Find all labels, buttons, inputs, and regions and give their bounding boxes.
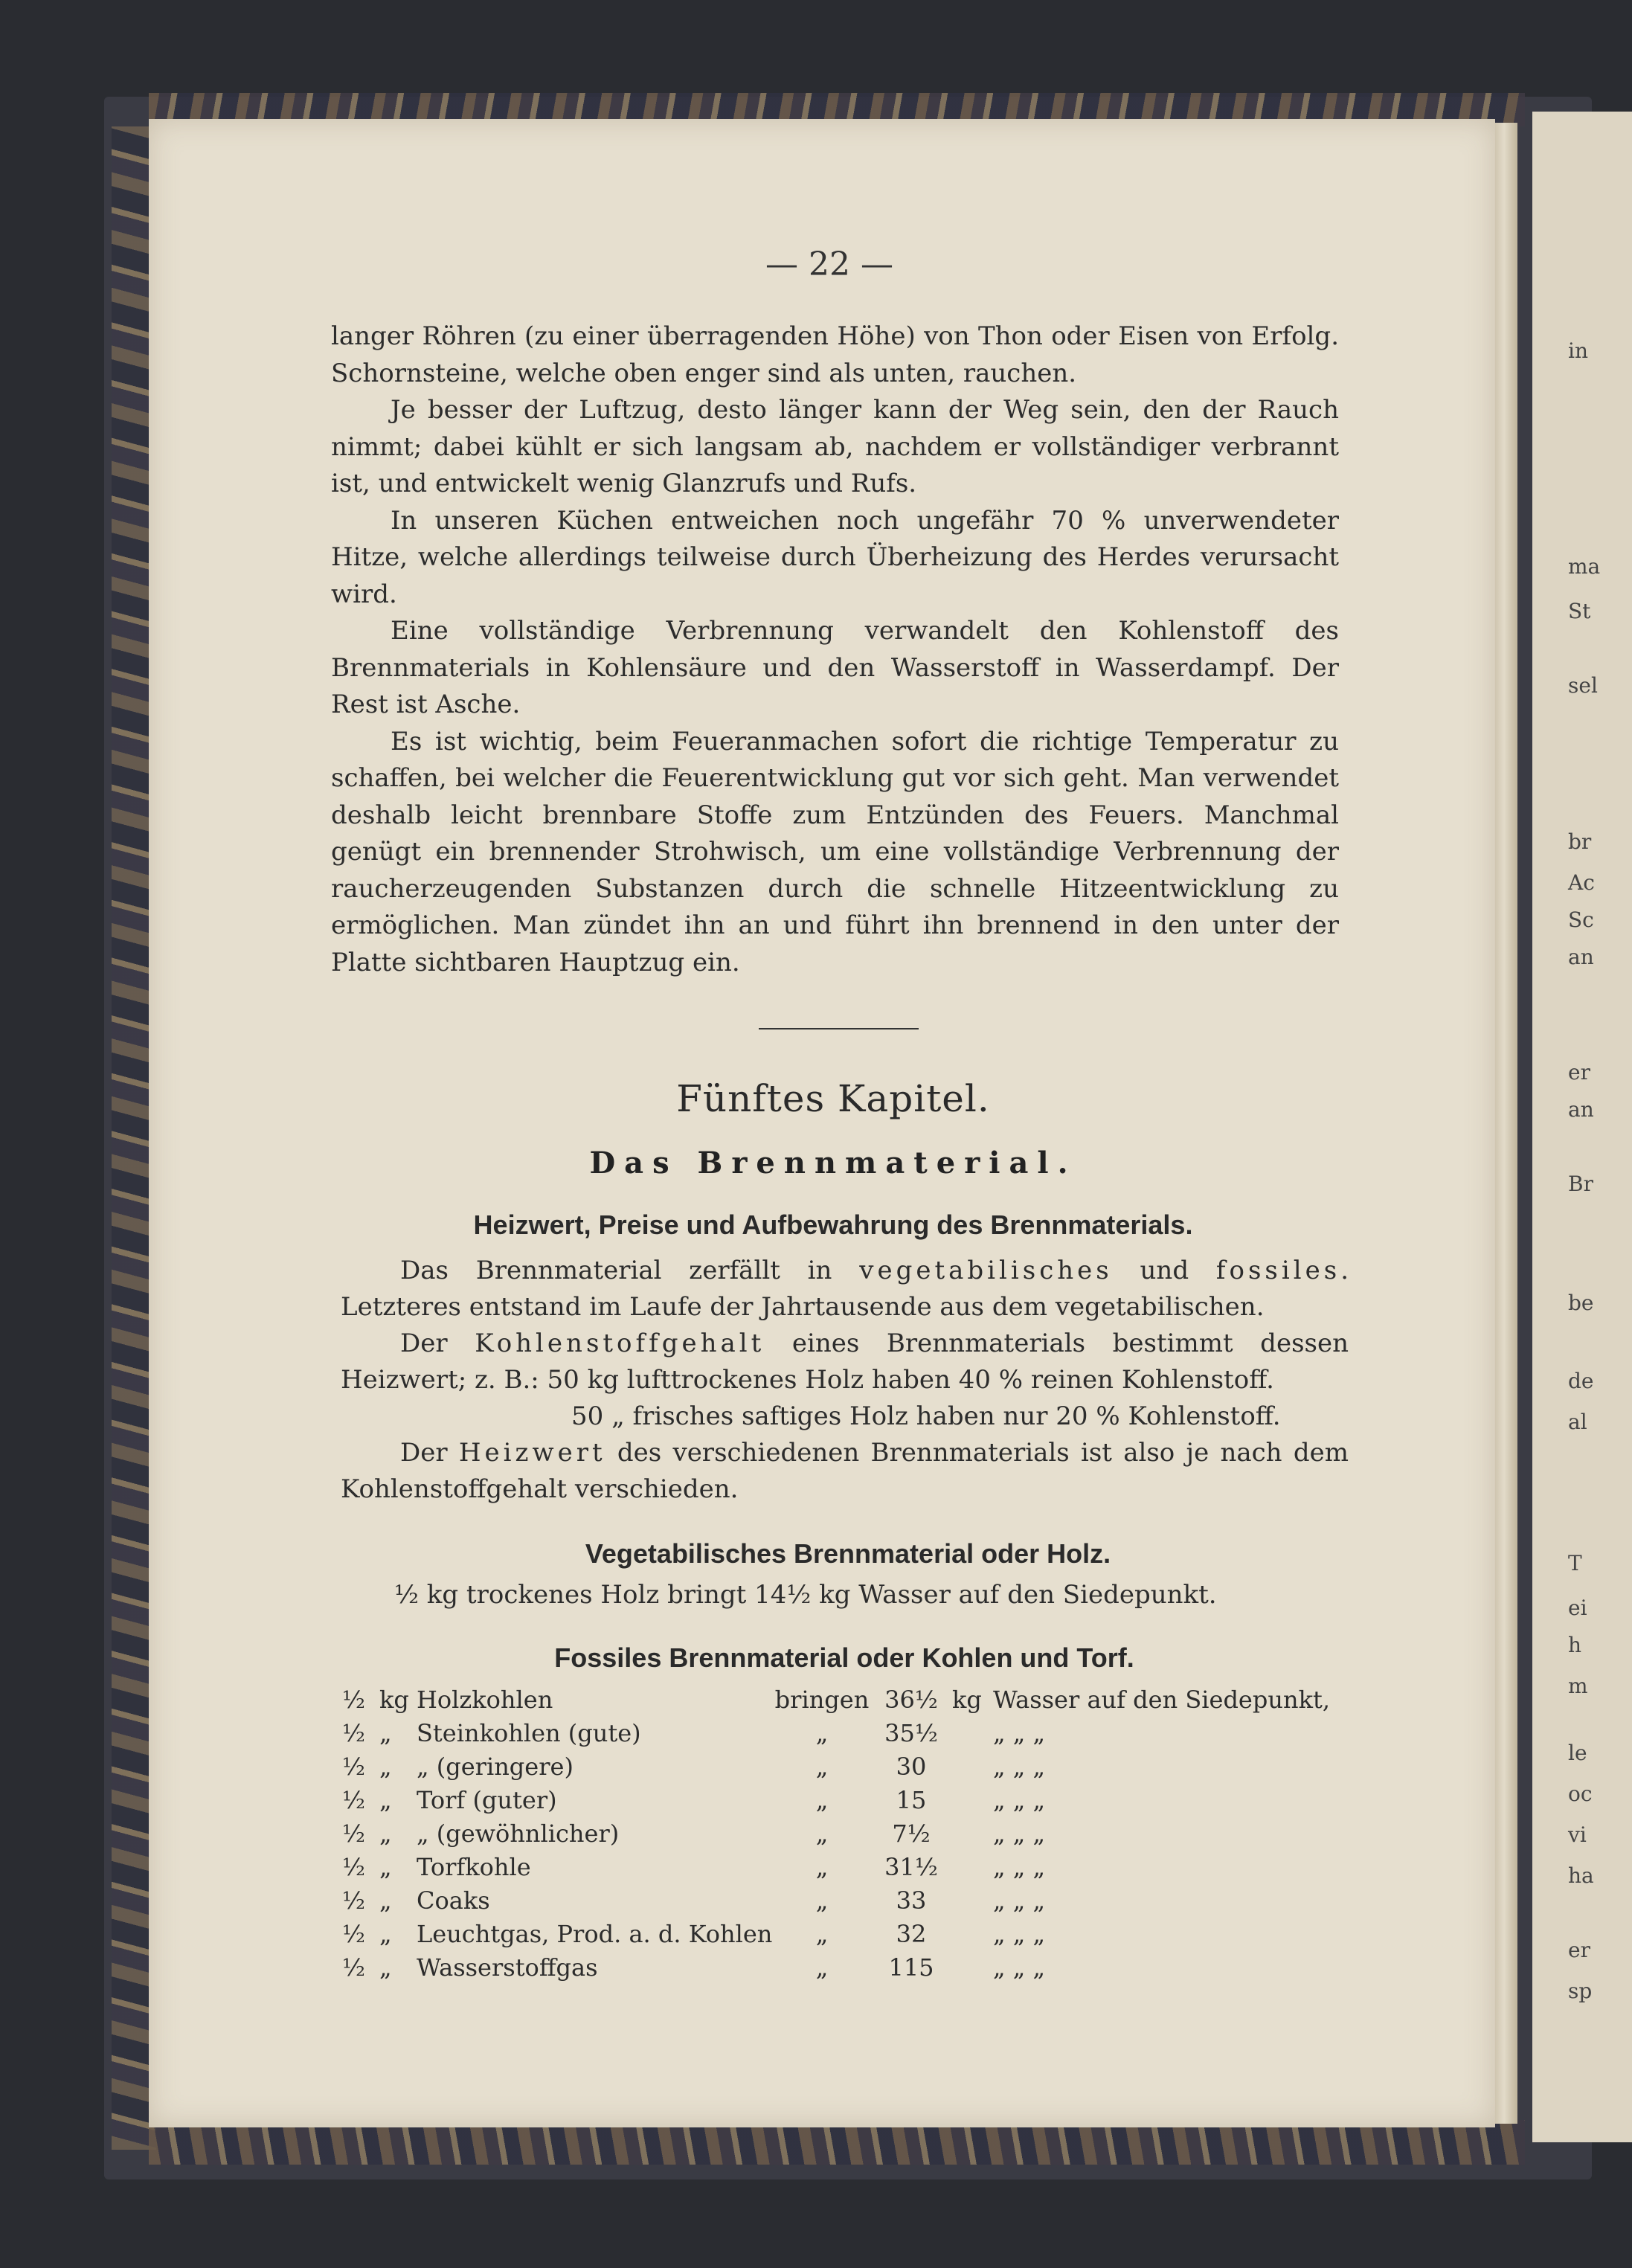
table-cell-verb: „	[815, 1886, 829, 1915]
margin-fragment: sel	[1568, 673, 1598, 698]
table-cell-name: „ (geringere)	[417, 1752, 574, 1781]
margin-fragment: Br	[1568, 1172, 1593, 1196]
table-cell-amount: 115	[888, 1953, 934, 1982]
table-cell-name: Wasserstoffgas	[417, 1953, 598, 1982]
paragraph: In unseren Küchen entweichen noch ungefähr 70 % unverwendeter Hitze, welche allerdings teilweise durch Überheizung des Herdes verursacht wird.	[331, 505, 1339, 609]
table-cell-rest: „ „ „	[993, 1819, 1046, 1848]
table-cell-verb: bringen	[774, 1685, 870, 1714]
table-cell-frac: ½	[342, 1685, 366, 1714]
table-row	[342, 1850, 1361, 1883]
text-span: Der	[400, 1329, 475, 1358]
subheading-heating-value: Heizwert, Preise und Aufbewahrung des Brennmaterials.	[473, 1210, 1193, 1240]
table-cell-name: Torfkohle	[417, 1852, 531, 1881]
table-row	[342, 1750, 1361, 1783]
body-text	[331, 318, 1339, 981]
spaced-term: Kohlenstoffgehalt	[475, 1329, 765, 1358]
text-span: . Letzteres entstand im Laufe der Jahrtausende aus dem vegetabilischen.	[341, 1256, 1349, 1322]
table-cell-unit: kg	[379, 1685, 409, 1714]
margin-fragment: T	[1568, 1551, 1582, 1575]
table-cell-frac: ½	[342, 1886, 366, 1915]
paragraph: Eine vollständige Verbrennung verwandelt den Kohlenstoff des Brennmaterials in Kohlensäure und den Wasserstoff in Wasserdampf. Der Rest ist Asche.	[331, 616, 1339, 719]
table-row	[342, 1816, 1361, 1850]
table-cell-unit: „	[379, 1852, 392, 1881]
table-row	[342, 1917, 1361, 1950]
table-cell-frac: ½	[342, 1852, 366, 1881]
paragraph: Je besser der Luftzug, desto länger kann der Weg sein, den der Rauch nimmt; dabei kühlt er sich langsam ab, nachdem er vollständiger verbrannt ist, und entwickelt wenig Glanzrufs und Rufs.	[331, 395, 1339, 498]
table-cell-verb: „	[815, 1852, 829, 1881]
table-cell-unit: „	[379, 1752, 392, 1781]
table-cell-rest: „ „ „	[993, 1919, 1046, 1948]
paragraph	[341, 1253, 1349, 1326]
table-cell-rest: „ „ „	[993, 1752, 1046, 1781]
table-cell-rest: „ „ „	[993, 1953, 1046, 1982]
table-cell-rest: „ „ „	[993, 1785, 1046, 1814]
margin-fragment: an	[1568, 1097, 1594, 1122]
table-cell-frac: ½	[342, 1819, 366, 1848]
table-cell-amount: 32	[896, 1919, 927, 1948]
table-cell-kg	[952, 1917, 993, 1950]
table-cell-frac: ½	[342, 1785, 366, 1814]
table-cell-unit: „	[379, 1718, 392, 1747]
margin-fragment: er	[1568, 1938, 1590, 1962]
table-cell-kg	[952, 1783, 993, 1816]
table-cell-kg	[952, 1850, 993, 1883]
margin-fragment: an	[1568, 945, 1594, 969]
margin-fragment: oc	[1568, 1782, 1593, 1806]
table-cell-unit: „	[379, 1953, 392, 1982]
table-cell-rest: „ „ „	[993, 1852, 1046, 1881]
margin-fragment: le	[1568, 1741, 1587, 1765]
table-cell-rest: Wasser auf den Siedepunkt,	[993, 1685, 1330, 1714]
margin-fragment: ma	[1568, 554, 1601, 579]
table-cell-kg	[952, 1750, 993, 1783]
table-row	[342, 1950, 1361, 1984]
table-cell-rest: „ „ „	[993, 1886, 1046, 1915]
spaced-term: vegetabilisches	[859, 1256, 1113, 1285]
text-span: Das Brennmaterial zerfällt in	[400, 1256, 860, 1285]
table-cell-verb: „	[815, 1785, 829, 1814]
table-cell-verb: „	[815, 1752, 829, 1781]
table-cell-amount: 7½	[892, 1819, 931, 1848]
table-cell-verb: „	[815, 1953, 829, 1982]
table-cell-name: Steinkohlen (gute)	[417, 1718, 641, 1747]
wood-fact-line: ½ kg trockenes Holz bringt 14½ kg Wasser auf den Siedepunkt.	[394, 1580, 1217, 1610]
paragraph	[341, 1326, 1349, 1398]
table-cell-kg: kg	[952, 1685, 982, 1714]
section-text	[341, 1253, 1349, 1508]
table-cell-unit: „	[379, 1819, 392, 1848]
table-cell-amount: 33	[896, 1886, 927, 1915]
table-cell-unit: „	[379, 1919, 392, 1948]
margin-fragment: St	[1568, 599, 1591, 623]
table-row	[342, 1683, 1361, 1716]
table-row	[342, 1716, 1361, 1750]
margin-fragment: h	[1568, 1633, 1582, 1657]
paragraph: Es ist wichtig, beim Feueranmachen sofort die richtige Temperatur zu schaffen, bei welcher die Feuerentwicklung gut vor sich geht. Man verwendet deshalb leicht brennbare Stoffe zum Entzünden des Feuers. Manchmal genügt ein brennender Strohwisch, um eine vollständige Verbrennung der raucherzeugenden Substanzen durch die schnelle Hitzeentwicklung zu ermöglichen. Man zündet ihn an und führt ihn brennend in den unter der Platte sichtbaren Hauptzug ein.	[331, 726, 1339, 977]
table-row	[342, 1783, 1361, 1816]
paragraph: langer Röhren (zu einer überragenden Höhe) von Thon oder Eisen von Erfolg. Schornsteine, welche oben enger sind als unten, rauchen.	[331, 321, 1339, 388]
page-gutter	[1495, 123, 1517, 2124]
table-cell-verb: „	[815, 1819, 829, 1848]
spaced-term: Heizwert	[458, 1438, 606, 1468]
paragraph: 50 „ frisches saftiges Holz haben nur 20 % Kohlenstoff.	[571, 1401, 1281, 1431]
table-cell-amount: 15	[896, 1785, 927, 1814]
table-cell-amount: 35½	[884, 1718, 938, 1747]
margin-fragment: be	[1568, 1291, 1594, 1315]
margin-fragment: sp	[1568, 1979, 1593, 2003]
spaced-term: fossiles	[1215, 1256, 1341, 1285]
text-span: und	[1112, 1256, 1216, 1285]
table-cell-name: Holzkohlen	[417, 1685, 553, 1714]
margin-fragment: vi	[1568, 1822, 1587, 1847]
margin-fragment: de	[1568, 1369, 1594, 1393]
table-cell-kg	[952, 1950, 993, 1984]
margin-fragment: br	[1568, 829, 1592, 854]
page-number: — 22 —	[765, 245, 893, 283]
table-cell-name: „ (gewöhnlicher)	[417, 1819, 620, 1848]
margin-fragment: Ac	[1568, 870, 1595, 895]
section-title: Das Brennmaterial.	[589, 1146, 1077, 1180]
margin-fragment: er	[1568, 1060, 1590, 1085]
table-cell-name: Coaks	[417, 1886, 490, 1915]
section-divider	[759, 1028, 919, 1029]
text-span: Der	[400, 1438, 459, 1468]
margin-fragment: ha	[1568, 1863, 1594, 1888]
text-span: des verschiedenen Brennmaterials ist also je nach dem Kohlenstoffgehalt verschieden.	[341, 1438, 1349, 1504]
margin-fragment: ei	[1568, 1596, 1587, 1620]
table-cell-kg	[952, 1883, 993, 1917]
table-cell-amount: 30	[896, 1752, 927, 1781]
margin-fragment: m	[1568, 1674, 1588, 1698]
subheading-fossil: Fossiles Brennmaterial oder Kohlen und Torf.	[554, 1642, 1134, 1673]
table-cell-amount: 31½	[884, 1852, 938, 1881]
table-cell-frac: ½	[342, 1919, 366, 1948]
table-cell-frac: ½	[342, 1752, 366, 1781]
table-cell-verb: „	[815, 1718, 829, 1747]
subheading-wood: Vegetabilisches Brennmaterial oder Holz.	[585, 1538, 1111, 1569]
text-span: eines Brennmaterials bestimmt dessen Heizwert; z. B.: 50 kg lufttrockenes Holz haben 40 % reinen Kohlenstoff.	[341, 1329, 1349, 1395]
table-row	[342, 1883, 1361, 1917]
margin-fragment: Sc	[1568, 907, 1594, 932]
table-cell-unit: „	[379, 1886, 392, 1915]
table-cell-verb: „	[815, 1919, 829, 1948]
table-cell-name: Leuchtgas, Prod. a. d. Kohlen	[417, 1919, 773, 1948]
chapter-title: Fünftes Kapitel.	[676, 1077, 990, 1120]
table-cell-kg	[952, 1716, 993, 1750]
paragraph	[341, 1435, 1349, 1508]
table-cell-frac: ½	[342, 1953, 366, 1982]
table-cell-amount: 36½	[884, 1685, 938, 1714]
margin-fragment: al	[1568, 1410, 1587, 1434]
table-cell-rest: „ „ „	[993, 1718, 1046, 1747]
margin-fragment: in	[1568, 338, 1588, 363]
table-cell-name: Torf (guter)	[417, 1785, 557, 1814]
table-cell-unit: „	[379, 1785, 392, 1814]
fuel-table	[342, 1683, 1361, 1984]
table-cell-frac: ½	[342, 1718, 366, 1747]
table-cell-kg	[952, 1816, 993, 1850]
